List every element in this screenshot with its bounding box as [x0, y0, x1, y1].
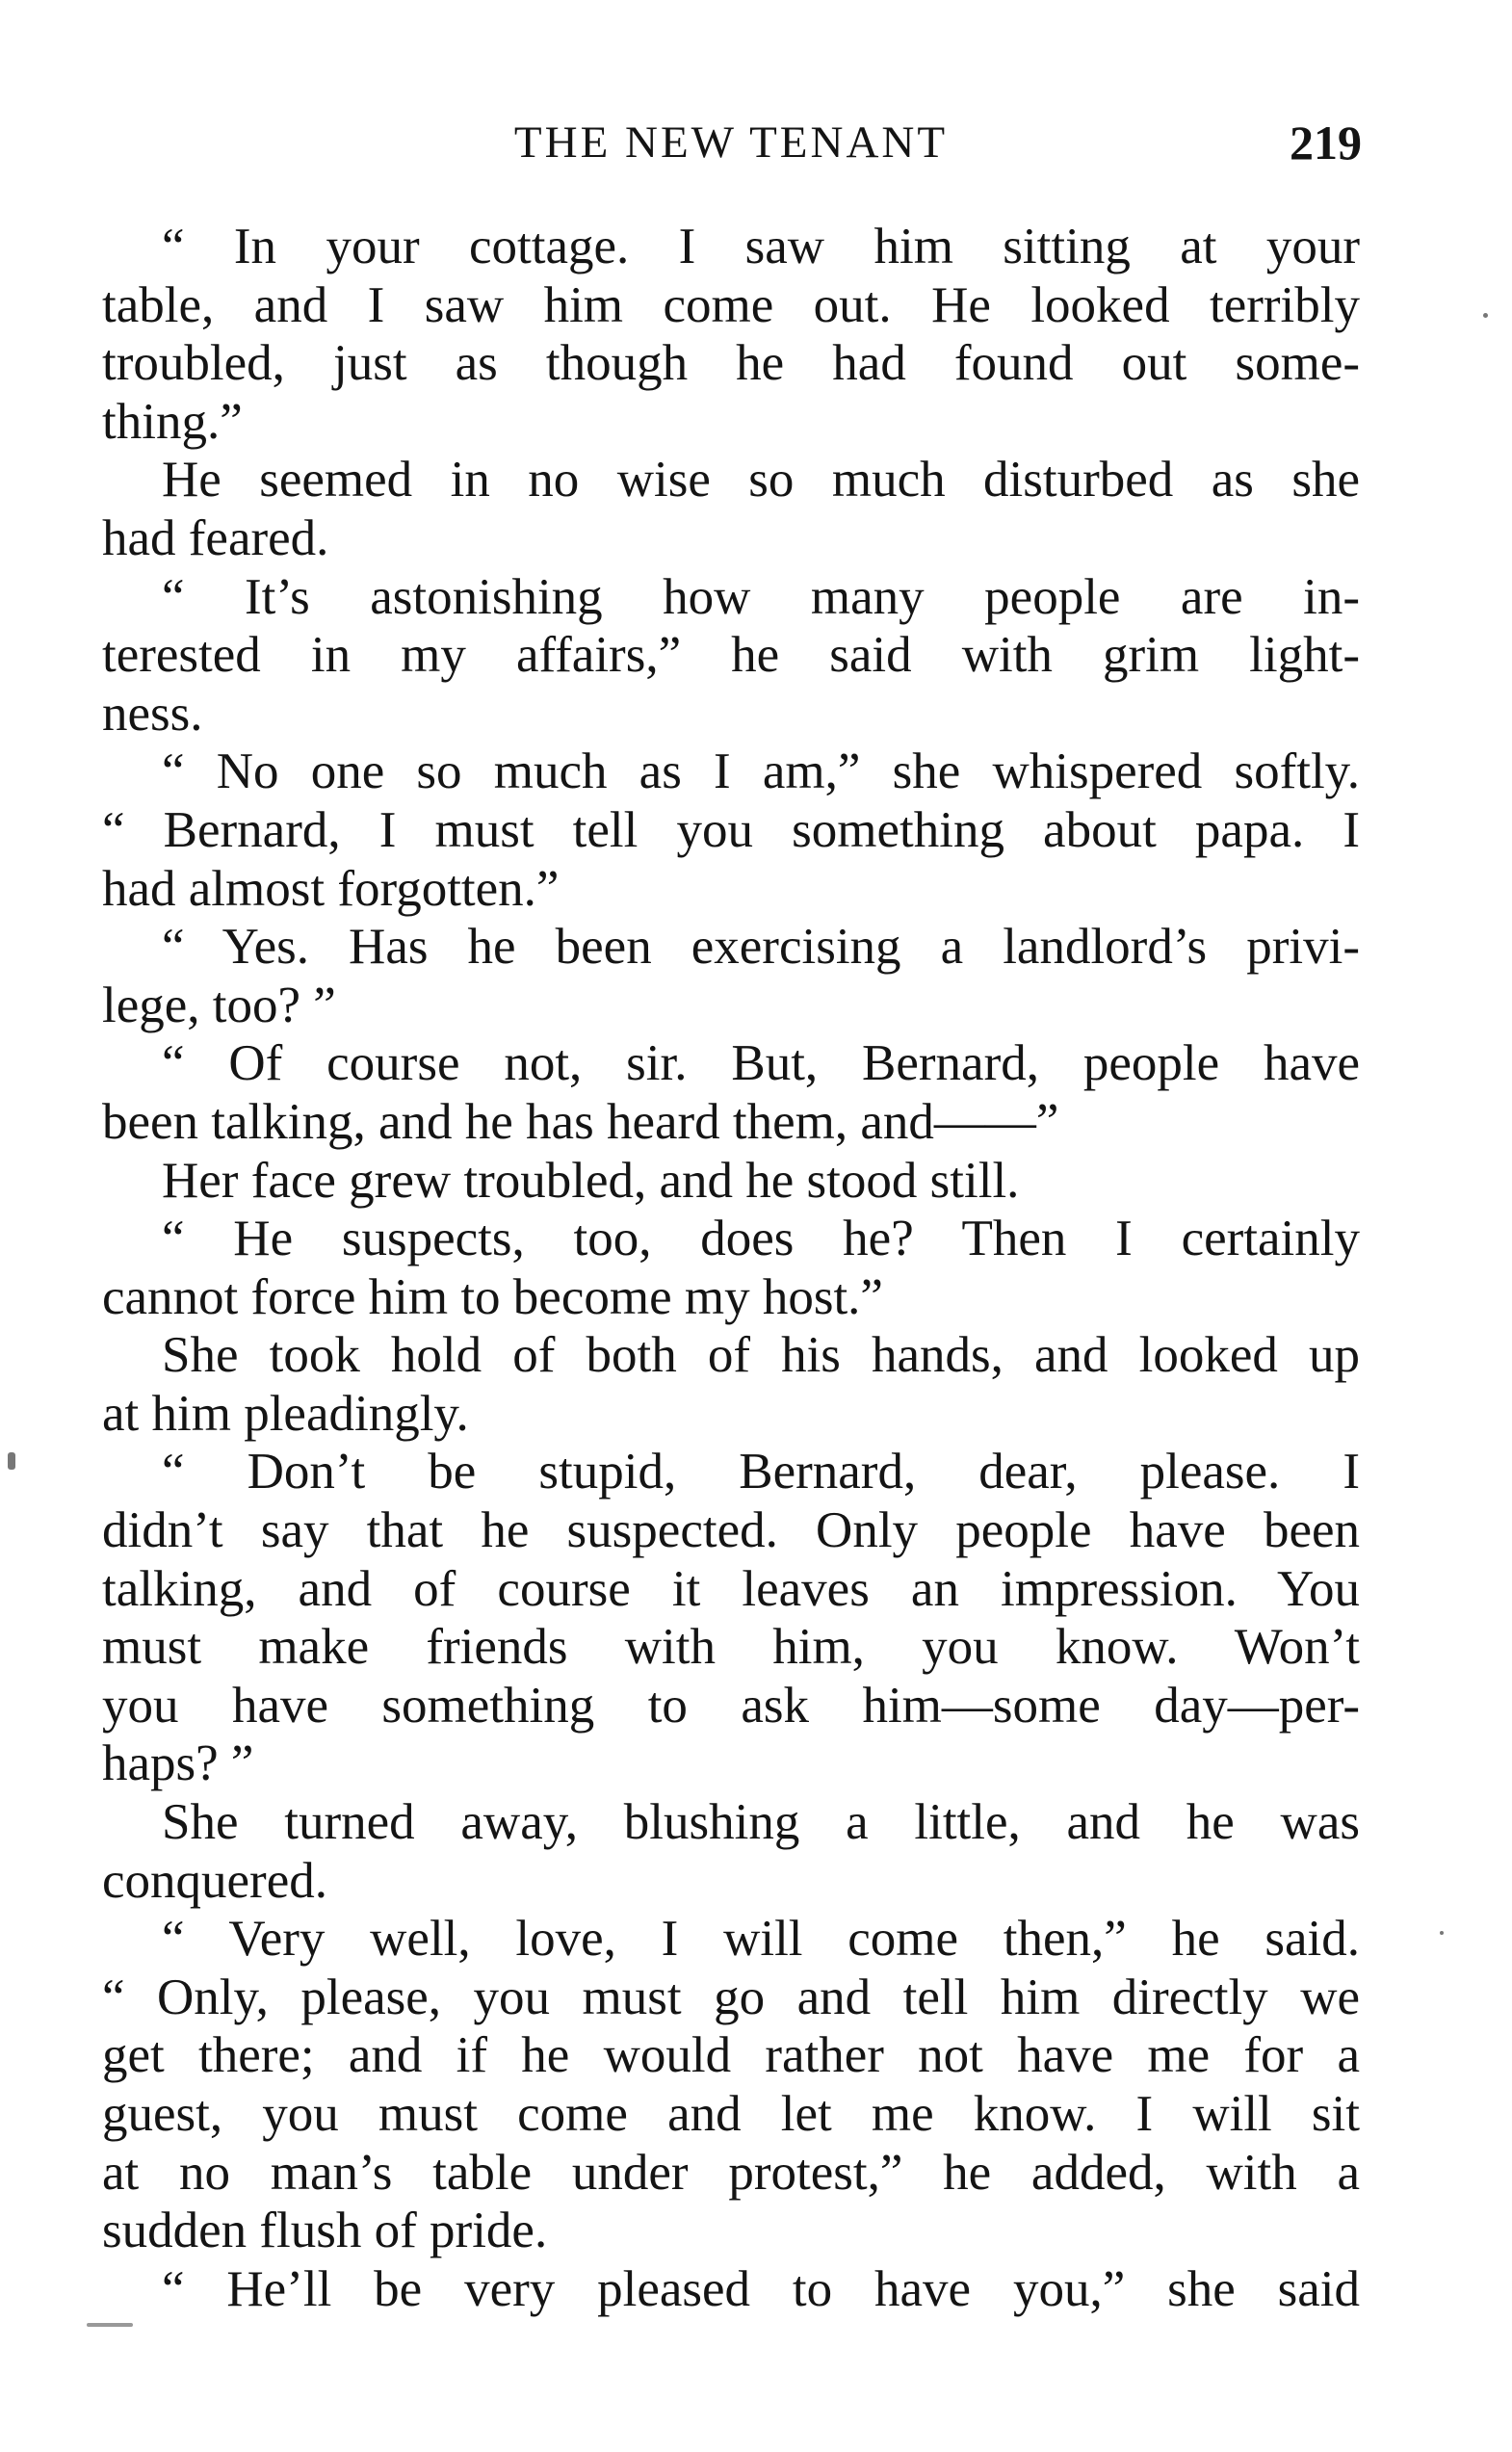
text-line: conquered.: [102, 1852, 327, 1909]
text-line: thing.”: [102, 393, 243, 450]
text-line: “ It’s astonishing how many people are in-: [162, 568, 1360, 625]
text-line: had almost forgotten.”: [102, 860, 560, 917]
text-line: “ Very well, love, I will come then,” he said.: [162, 1911, 1360, 1968]
text-line: been talking, and he has heard them, and——”: [102, 1093, 1059, 1150]
text-line: “ In your cottage. I saw him sitting at your: [162, 219, 1360, 274]
text-line: “ Yes. Has he been exercising a landlord’s privi-: [162, 919, 1360, 976]
text-line: haps? ”: [102, 1735, 254, 1792]
text-line: at him pleadingly.: [102, 1385, 469, 1442]
print-speck: [1440, 1931, 1444, 1935]
text-line: “ He suspects, too, does he? Then I certainly: [162, 1211, 1360, 1267]
print-speck: [87, 2323, 133, 2327]
text-line: She took hold of both of his hands, and looked up: [162, 1327, 1360, 1384]
text-line: guest, you must come and let me know. I will sit: [102, 2086, 1360, 2142]
text-line: at no man’s table under protest,” he added, with a: [102, 2144, 1360, 2201]
text-line: didn’t say that he suspected. Only people have been: [102, 1502, 1360, 1559]
page-header: [100, 114, 1362, 171]
text-line: table, and I saw him come out. He looked terribly: [102, 276, 1360, 333]
body-text: [102, 218, 1360, 2318]
text-line: must make friends with him, you know. Won’t: [102, 1619, 1360, 1676]
text-line: had feared.: [102, 509, 329, 566]
text-line: lege, too? ”: [102, 977, 336, 1033]
text-line: He seemed in no wise so much disturbed as she: [162, 452, 1360, 509]
text-line: sudden flush of pride.: [102, 2203, 548, 2259]
text-line: terested in my affairs,” he said with grim light-: [102, 627, 1360, 684]
text-line: troubled, just as though he had found out some-: [102, 335, 1360, 392]
running-title: THE NEW TENANT: [513, 117, 949, 168]
text-line: get there; and if he would rather not have me for a: [102, 2027, 1360, 2084]
print-speck: [8, 1452, 15, 1470]
text-line: “ Only, please, you must go and tell him directly we: [102, 1969, 1360, 2025]
text-line: “ No one so much as I am,” she whispered softly.: [162, 743, 1360, 800]
text-line: ness.: [102, 685, 203, 742]
text-line: She turned away, blushing a little, and he was: [162, 1794, 1360, 1851]
page-number: 219: [1290, 116, 1362, 170]
text-line: “ Bernard, I must tell you something about papa. I: [102, 801, 1360, 858]
text-line: “ Of course not, sir. But, Bernard, people have: [162, 1035, 1360, 1092]
print-speck: [1483, 313, 1488, 318]
text-line: cannot force him to become my host.”: [102, 1268, 883, 1325]
text-line: Her face grew troubled, and he stood still.: [162, 1152, 1020, 1209]
text-line: talking, and of course it leaves an impression. You: [102, 1560, 1360, 1617]
text-line: you have something to ask him—some day—per-: [102, 1677, 1360, 1734]
text-line: “ He’ll be very pleased to have you,” she said: [162, 2260, 1360, 2317]
text-line: “ Don’t be stupid, Bernard, dear, please. I: [162, 1444, 1360, 1500]
